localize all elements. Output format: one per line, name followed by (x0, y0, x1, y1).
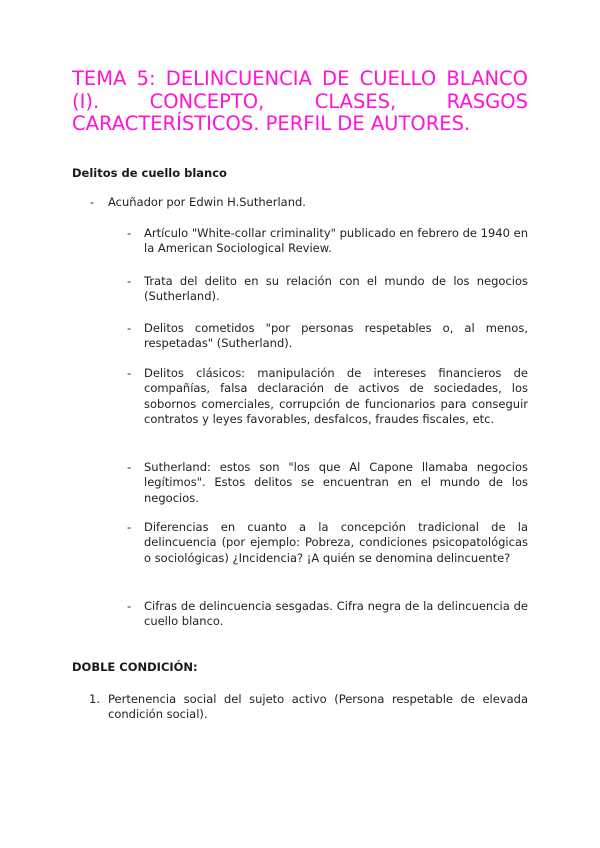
list-number: 1. (89, 692, 100, 706)
sub-list-dash: - (127, 520, 132, 534)
sub-list-dash: - (127, 366, 132, 380)
sub-list-item: Delitos cometidos "por personas respetables o, al menos, respetadas" (Sutherland). (144, 321, 528, 351)
list-dash: - (90, 195, 95, 209)
sub-list-item: Trata del delito en su relación con el mundo de los negocios (Sutherland). (144, 274, 528, 304)
sub-list-item: Delitos clásicos: manipulación de intereses financieros de compañías, falsa declaración de activos de sociedades, los sobornos comerciales, corrupción de funcionarios para conseguir contratos y leyes favorables, desfalcos, fraudes fiscales, etc. (144, 366, 528, 427)
sub-list-item: Sutherland: estos son "los que Al Capone llamaba negocios legítimos". Estos delitos se encuentran en el mundo de los negocios. (144, 460, 528, 505)
sub-list-dash: - (127, 321, 132, 335)
document-title: TEMA 5: DELINCUENCIA DE CUELLO BLANCO (I). CONCEPTO, CLASES, RASGOS CARACTERÍSTICOS. PERFIL DE AUTORES. (72, 67, 528, 135)
section-heading-doble-condicion: DOBLE CONDICIÓN: (72, 660, 198, 674)
list-item-acunador: Acuñador por Edwin H.Sutherland. (108, 195, 306, 209)
sub-list-dash: - (127, 460, 132, 474)
section-heading-delitos: Delitos de cuello blanco (72, 166, 227, 180)
sub-list-item: Artículo "White-collar criminality" publicado en febrero de 1940 en la American Sociological Review. (144, 226, 528, 256)
sub-list-dash: - (127, 599, 132, 613)
sub-list-dash: - (127, 226, 132, 240)
sub-list-item: Diferencias en cuanto a la concepción tradicional de la delincuencia (por ejemplo: Pobreza, condiciones psicopatológicas o sociológicas) ¿Incidencia? ¡A quién se denomina delincuente? (144, 520, 528, 565)
sub-list-item: Cifras de delincuencia sesgadas. Cifra negra de la delincuencia de cuello blanco. (144, 599, 528, 629)
numbered-list-item: Pertenencia social del sujeto activo (Persona respetable de elevada condición social). (108, 692, 528, 722)
sub-list-dash: - (127, 274, 132, 288)
